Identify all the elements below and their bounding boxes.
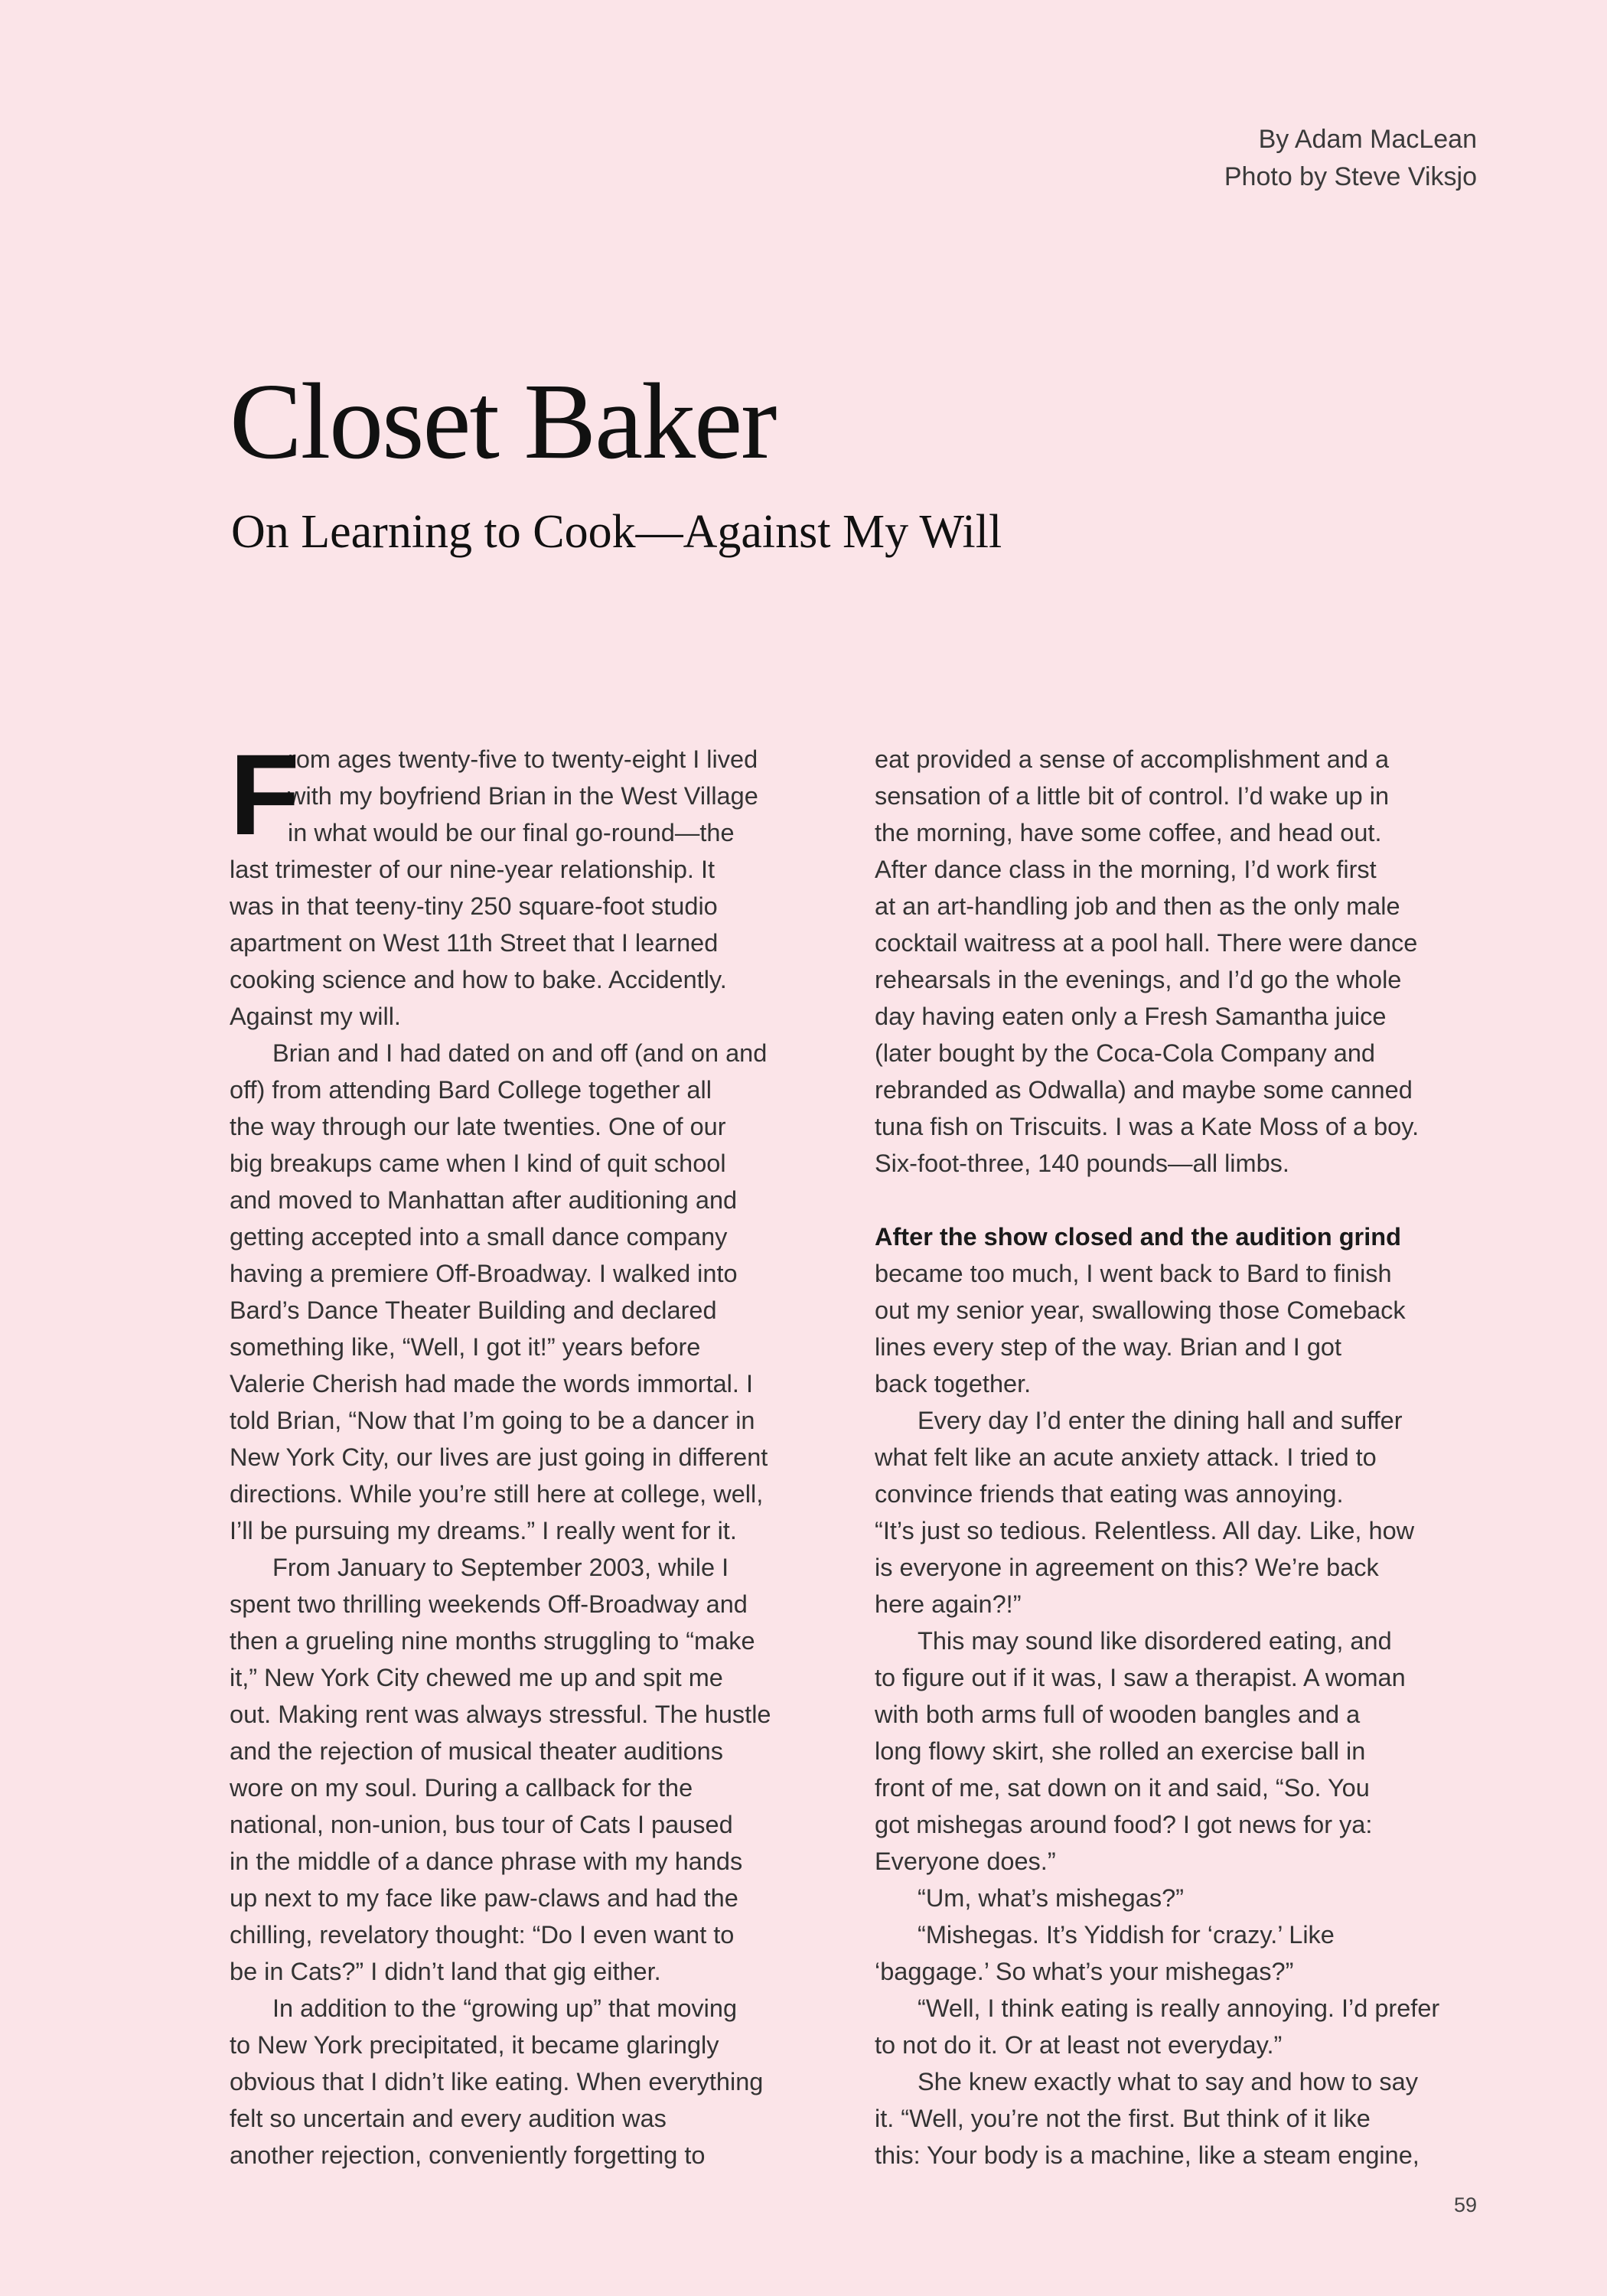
text-line: and the rejection of musical theater auditions [230, 1737, 723, 1765]
text-line: to not do it. Or at least not everyday.” [875, 2031, 1283, 2059]
section-lead-line: After the show closed and the audition grind [875, 1223, 1401, 1251]
text-line: In addition to the “growing up” that moving [272, 1994, 738, 2022]
text-line: wore on my soul. During a callback for the [230, 1774, 693, 1802]
text-line: another rejection, conveniently forgetting to [230, 2141, 706, 2169]
text-line: day having eaten only a Fresh Samantha juice [875, 1003, 1387, 1030]
text-line: lines every step of the way. Brian and I got [875, 1333, 1342, 1361]
text-line: up next to my face like paw-claws and had the [230, 1884, 738, 1912]
text-line: apartment on West 11th Street that I learned [230, 929, 719, 957]
text-line: “Um, what’s mishegas?” [918, 1884, 1184, 1912]
page-number: 59 [1453, 2193, 1477, 2216]
text-line: the way through our late twenties. One of our [230, 1113, 726, 1140]
text-line: Against my will. [230, 1003, 401, 1030]
text-line: felt so uncertain and every audition was [230, 2105, 667, 2132]
text-line: back together. [875, 1370, 1032, 1397]
text-line: directions. While you’re still here at college, well, [230, 1480, 764, 1508]
section-break [875, 1182, 1487, 1218]
text-line: having a premiere Off-Broadway. I walked into [230, 1260, 738, 1287]
text-line: in the middle of a dance phrase with my hands [230, 1848, 743, 1875]
text-line: out. Making rent was always stressful. The hustle [230, 1701, 771, 1728]
text-line: was in that teeny-tiny 250 square-foot studio [230, 892, 718, 920]
left-column [230, 730, 842, 2174]
text-line: at an art-handling job and then as the only male [875, 892, 1400, 920]
text-line: “Well, I think eating is really annoying. I’d prefer [918, 1994, 1440, 2022]
text-line: I’ll be pursuing my dreams.” I really went for it. [230, 1517, 737, 1544]
text-line: spent two thrilling weekends Off-Broadway and [230, 1590, 748, 1618]
text-line: to figure out if it was, I saw a therapist. A woman [875, 1664, 1406, 1691]
text-line: Brian and I had dated on and off (and on and [272, 1039, 768, 1067]
article-subtitle: On Learning to Cook—Against My Will [231, 506, 1002, 558]
credits [1224, 121, 1477, 196]
article-title: Closet Baker [230, 360, 776, 481]
text-line: “Mishegas. It’s Yiddish for ‘crazy.’ Like [918, 1921, 1335, 1949]
text-line: rom ages twenty-five to twenty-eight I lived [288, 745, 758, 773]
text-line: rebranded as Odwalla) and maybe some canned [875, 1076, 1413, 1104]
text-line: it. “Well, you’re not the first. But think of it like [875, 2105, 1371, 2132]
text-line: last trimester of our nine-year relationship. It [230, 856, 715, 883]
text-line: big breakups came when I kind of quit school [230, 1150, 726, 1177]
text-line: something like, “Well, I got it!” years before [230, 1333, 701, 1361]
text-line: Bard’s Dance Theater Building and declared [230, 1296, 717, 1324]
text-line: From January to September 2003, while I [272, 1554, 729, 1581]
text-line: here again?!” [875, 1590, 1022, 1618]
text-line: out my senior year, swallowing those Comeback [875, 1296, 1406, 1324]
text-line: front of me, sat down on it and said, “So. You [875, 1774, 1370, 1802]
text-line: what felt like an acute anxiety attack. I tried to [875, 1443, 1377, 1471]
author-credit: By Adam MacLean [1258, 125, 1477, 154]
text-line: off) from attending Bard College together all [230, 1076, 712, 1104]
text-line: chilling, revelatory thought: “Do I even want to [230, 1921, 735, 1949]
text-line: She knew exactly what to say and how to say [918, 2068, 1418, 2095]
text-line: eat provided a sense of accomplishment and a [875, 745, 1390, 773]
text-line: Everyone does.” [875, 1848, 1056, 1875]
text-line: obvious that I didn’t like eating. When everything [230, 2068, 764, 2095]
text-line: in what would be our final go-round—the [288, 819, 735, 846]
text-line: sensation of a little bit of control. I’d wake up in [875, 782, 1390, 810]
text-line: to New York precipitated, it became glaringly [230, 2031, 719, 2059]
text-line: cocktail waitress at a pool hall. There were dance [875, 929, 1418, 957]
text-line: ‘baggage.’ So what’s your mishegas?” [875, 1958, 1294, 1985]
text-line: told Brian, “Now that I’m going to be a dancer in [230, 1407, 755, 1434]
text-line: After dance class in the morning, I’d work first [875, 856, 1377, 883]
text-line: rehearsals in the evenings, and I’d go the whole [875, 966, 1402, 993]
photo-credit: Photo by Steve Viksjo [1224, 162, 1477, 191]
text-line: national, non-union, bus tour of Cats I paused [230, 1811, 733, 1838]
text-line: the morning, have some coffee, and head out. [875, 819, 1382, 846]
text-line: New York City, our lives are just going in different [230, 1443, 768, 1471]
text-line: this: Your body is a machine, like a steam engine, [875, 2141, 1420, 2169]
text-line: Every day I’d enter the dining hall and suffer [918, 1407, 1403, 1434]
right-column [875, 741, 1487, 2174]
text-line: is everyone in agreement on this? We’re back [875, 1554, 1379, 1581]
text-line: getting accepted into a small dance company [230, 1223, 728, 1251]
text-line: with both arms full of wooden bangles and a [875, 1701, 1361, 1728]
text-line: This may sound like disordered eating, and [918, 1627, 1392, 1655]
text-line: Valerie Cherish had made the words immortal. I [230, 1370, 753, 1397]
drop-cap: F [230, 730, 300, 859]
text-line: tuna fish on Triscuits. I was a Kate Moss of a boy. [875, 1113, 1420, 1140]
text-line: got mishegas around food? I got news for ya: [875, 1811, 1373, 1838]
text-line: long flowy skirt, she rolled an exercise ball in [875, 1737, 1366, 1765]
text-line: convince friends that eating was annoying. [875, 1480, 1344, 1508]
text-line: and moved to Manhattan after auditioning and [230, 1186, 738, 1214]
text-line: “It’s just so tedious. Relentless. All day. Like, how [875, 1517, 1415, 1544]
text-line: it,” New York City chewed me up and spit me [230, 1664, 723, 1691]
text-line: be in Cats?” I didn’t land that gig either. [230, 1958, 661, 1985]
text-line: became too much, I went back to Bard to finish [875, 1260, 1392, 1287]
text-line: (later bought by the Coca-Cola Company and [875, 1039, 1375, 1067]
text-line: cooking science and how to bake. Accidently. [230, 966, 727, 993]
text-line: then a grueling nine months struggling to “make [230, 1627, 755, 1655]
text-line: Six-foot-three, 140 pounds—all limbs. [875, 1150, 1289, 1177]
text-line: with my boyfriend Brian in the West Village [288, 782, 758, 810]
